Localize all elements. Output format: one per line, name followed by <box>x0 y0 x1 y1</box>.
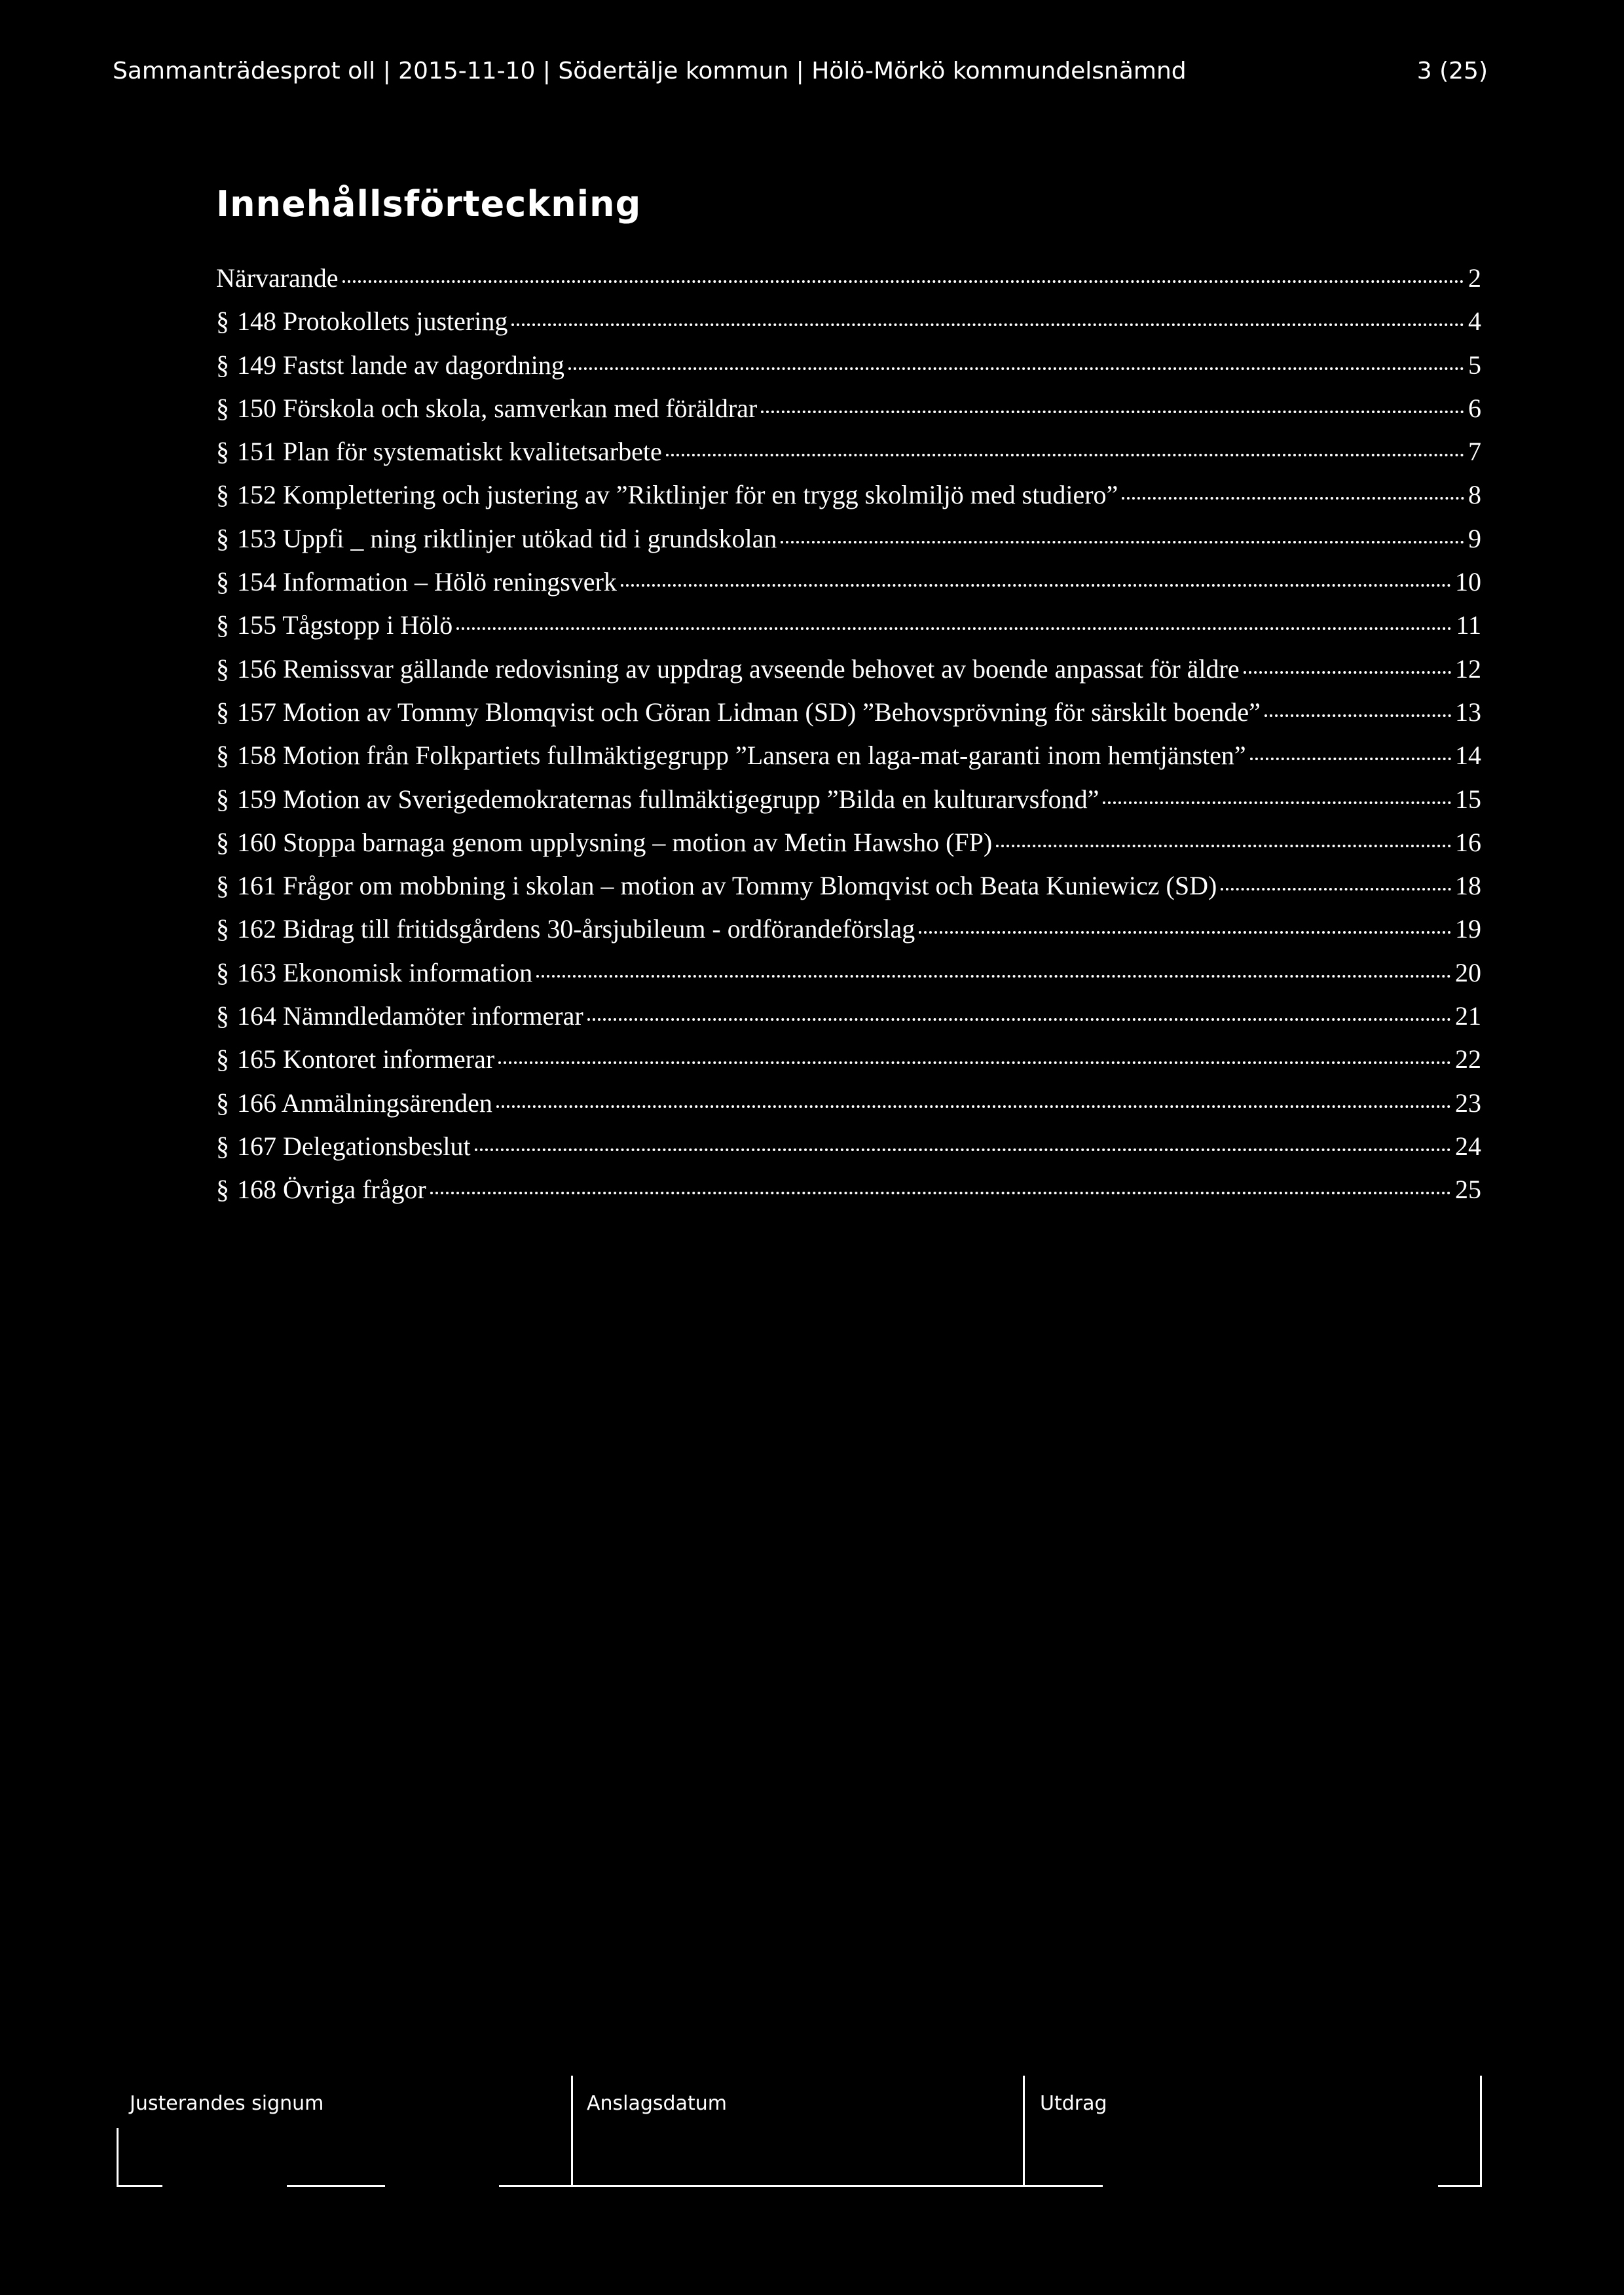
section-symbol: § <box>216 914 229 944</box>
toc-entry[interactable] <box>216 648 1481 691</box>
toc-entry-text: 148 Protokollets justering <box>237 306 508 337</box>
toc-entry-page: 12 <box>1455 653 1481 684</box>
dot-leader <box>1122 497 1464 500</box>
toc-entry-label <box>216 257 339 300</box>
section-symbol: § <box>216 523 229 553</box>
toc-entry-label <box>216 995 583 1038</box>
toc-entry-label <box>216 560 617 604</box>
toc-entry-text: 154 Information – Hölö reningsverk <box>237 567 617 597</box>
dot-leader <box>1264 714 1451 717</box>
dot-leader <box>1244 671 1451 674</box>
dot-leader <box>430 1192 1451 1194</box>
dot-leader <box>919 931 1451 934</box>
utdrag-label: Utdrag <box>1040 2092 1107 2115</box>
dot-leader <box>761 411 1464 413</box>
toc-entry-text: 168 Övriga frågor <box>237 1175 426 1205</box>
toc-entry-page: 4 <box>1468 306 1481 337</box>
signum-label: Justerandes signum <box>130 2092 324 2115</box>
toc-entry-text: 158 Motion från Folkpartiets fullmäktigegrupp ”Lansera en laga-mat-garanti inom hemtjänsten” <box>237 741 1246 771</box>
toc-entry-page: 18 <box>1455 871 1481 901</box>
utdrag-box-right-border <box>1480 2076 1482 2187</box>
dot-leader <box>568 367 1464 370</box>
toc-entry-label <box>216 691 1261 734</box>
dot-leader <box>496 1105 1451 1108</box>
toc-entry-text: 162 Bidrag till fritidsgårdens 30-årsjubileum - ordförandeförslag <box>237 914 915 944</box>
header-title: Sammanträdesprot oll | 2015-11-10 | Södertälje kommun | Hölö-Mörkö kommundelsnämnd <box>113 58 1187 84</box>
dot-leader <box>996 845 1451 847</box>
toc-entry-text: 161 Frågor om mobbning i skolan – motion av Tommy Blomqvist och Beata Kuniewicz (SD) <box>237 871 1217 901</box>
utdrag-box-bottom-border <box>1023 2185 1103 2187</box>
toc-entry[interactable] <box>216 691 1481 734</box>
toc-entry-page: 8 <box>1468 480 1481 510</box>
toc-entry-page: 19 <box>1455 914 1481 944</box>
signum-box-bottom-border <box>117 2185 162 2187</box>
toc-entry-label <box>216 1168 426 1211</box>
toc-entry-page: 6 <box>1468 393 1481 423</box>
toc-entry-text: 160 Stoppa barnaga genom upplysning – motion av Metin Hawsho (FP) <box>237 827 993 857</box>
dot-leader <box>666 454 1464 456</box>
toc-entry-label <box>216 864 1217 908</box>
toc-entry-text: 152 Komplettering och justering av ”Riktlinjer för en trygg skolmiljö med studiero” <box>237 480 1118 510</box>
section-symbol: § <box>216 697 229 727</box>
toc-entry-text: 163 Ekonomisk information <box>237 957 533 987</box>
dot-leader <box>587 1018 1451 1021</box>
toc-entry[interactable] <box>216 951 1481 995</box>
toc-entry-page: 24 <box>1455 1131 1481 1161</box>
toc-entry-text: Närvarande <box>216 263 339 293</box>
section-symbol: § <box>216 741 229 771</box>
section-symbol: § <box>216 827 229 857</box>
section-symbol: § <box>216 306 229 337</box>
toc-entry[interactable] <box>216 300 1481 343</box>
section-symbol: § <box>216 1044 229 1074</box>
section-symbol: § <box>216 871 229 901</box>
section-symbol: § <box>216 653 229 684</box>
toc-entry[interactable] <box>216 1168 1481 1211</box>
dot-leader <box>1250 758 1451 760</box>
dot-leader <box>621 584 1451 587</box>
toc-entry-page: 20 <box>1455 957 1481 987</box>
toc-entry[interactable] <box>216 995 1481 1038</box>
toc-entry[interactable] <box>216 473 1481 517</box>
dot-leader <box>536 975 1451 978</box>
toc-entry-label <box>216 734 1246 777</box>
anslagsdatum-label: Anslagsdatum <box>587 2092 727 2115</box>
toc-entry-label <box>216 344 564 387</box>
toc-entry-page: 15 <box>1455 784 1481 814</box>
toc-entry-text: 157 Motion av Tommy Blomqvist och Göran Lidman (SD) ”Behovsprövning för särskilt boende” <box>237 697 1261 727</box>
toc-entry-label <box>216 604 452 647</box>
toc-entry-page: 22 <box>1455 1044 1481 1074</box>
section-symbol: § <box>216 1088 229 1118</box>
toc-entry[interactable] <box>216 734 1481 777</box>
dot-leader <box>475 1148 1451 1151</box>
toc-entry[interactable] <box>216 821 1481 864</box>
dot-leader <box>781 541 1464 543</box>
toc-entry[interactable] <box>216 344 1481 387</box>
toc-heading: Innehållsförteckning <box>216 183 642 225</box>
signature-line <box>499 2185 572 2187</box>
dot-leader <box>1221 888 1451 890</box>
toc-entry-page: 7 <box>1468 437 1481 467</box>
toc-entry-page: 16 <box>1455 827 1481 857</box>
toc-entry-label <box>216 1082 492 1125</box>
toc-entry[interactable] <box>216 1082 1481 1125</box>
section-symbol: § <box>216 957 229 987</box>
toc-entry-text: 166 Anmälningsärenden <box>237 1088 492 1118</box>
utdrag-box-left-border <box>1023 2076 1025 2187</box>
section-symbol: § <box>216 1001 229 1031</box>
toc-entry-label <box>216 1038 494 1081</box>
toc-entry[interactable] <box>216 1125 1481 1168</box>
dot-leader <box>456 627 1452 630</box>
section-symbol: § <box>216 1175 229 1205</box>
toc-entry-text: 165 Kontoret informerar <box>237 1044 495 1074</box>
section-symbol: § <box>216 1131 229 1161</box>
toc-entry[interactable] <box>216 778 1481 821</box>
toc-entry-label <box>216 387 757 430</box>
toc-entry-page: 11 <box>1456 610 1481 640</box>
signature-line <box>287 2185 385 2187</box>
table-of-contents <box>216 257 1481 1212</box>
section-symbol: § <box>216 784 229 814</box>
toc-entry[interactable] <box>216 430 1481 473</box>
dot-leader <box>1103 801 1451 804</box>
toc-entry-text: 167 Delegationsbeslut <box>237 1131 471 1161</box>
dot-leader <box>498 1061 1451 1064</box>
toc-entry[interactable] <box>216 560 1481 604</box>
toc-entry-label <box>216 300 507 343</box>
toc-entry-page: 14 <box>1455 741 1481 771</box>
section-symbol: § <box>216 480 229 510</box>
toc-entry-page: 10 <box>1455 567 1481 597</box>
page-number: 3 (25) <box>1416 58 1488 84</box>
toc-entry[interactable] <box>216 517 1481 560</box>
section-symbol: § <box>216 393 229 423</box>
toc-entry-text: 156 Remissvar gällande redovisning av uppdrag avseende behovet av boende anpassat för äldre <box>237 653 1240 684</box>
anslag-box-left-border <box>571 2076 573 2187</box>
dot-leader <box>342 280 1464 283</box>
toc-entry[interactable] <box>216 387 1481 430</box>
toc-entry[interactable] <box>216 604 1481 647</box>
toc-entry-page: 9 <box>1468 523 1481 553</box>
toc-entry-text: 155 Tågstopp i Hölö <box>237 610 453 640</box>
toc-entry-label <box>216 778 1099 821</box>
toc-entry-text: 159 Motion av Sverigedemokraternas fullmäktigegrupp ”Bilda en kulturarvsfond” <box>237 784 1099 814</box>
toc-entry-text: 153 Uppfi _ ning riktlinjer utökad tid i grundskolan <box>237 523 777 553</box>
toc-entry-label <box>216 473 1118 517</box>
toc-entry-text: 164 Nämndledamöter informerar <box>237 1001 583 1031</box>
dot-leader <box>511 323 1464 326</box>
toc-entry[interactable] <box>216 864 1481 908</box>
section-symbol: § <box>216 350 229 380</box>
toc-entry[interactable] <box>216 1038 1481 1081</box>
toc-entry-text: 151 Plan för systematiskt kvalitetsarbete <box>237 437 662 467</box>
toc-entry-label <box>216 430 662 473</box>
toc-entry-page: 2 <box>1468 263 1481 293</box>
toc-entry-page: 21 <box>1455 1001 1481 1031</box>
toc-entry-label <box>216 517 777 560</box>
toc-entry-page: 13 <box>1455 697 1481 727</box>
section-symbol: § <box>216 567 229 597</box>
section-symbol: § <box>216 610 229 640</box>
utdrag-box-bottom-border-right <box>1438 2185 1482 2187</box>
toc-entry-label <box>216 908 915 951</box>
toc-entry-label <box>216 951 532 995</box>
page-header <box>113 58 1488 97</box>
section-symbol: § <box>216 437 229 467</box>
toc-entry-text: 149 Fastst lande av dagordning <box>237 350 564 380</box>
toc-entry-page: 23 <box>1455 1088 1481 1118</box>
toc-entry-label <box>216 821 992 864</box>
signum-box-left-border <box>117 2128 119 2187</box>
toc-entry-label <box>216 1125 471 1168</box>
anslag-box-bottom-border <box>571 2185 1023 2187</box>
toc-entry[interactable] <box>216 257 1481 300</box>
toc-entry[interactable] <box>216 908 1481 951</box>
toc-entry-text: 150 Förskola och skola, samverkan med föräldrar <box>237 393 758 423</box>
toc-entry-label <box>216 648 1240 691</box>
toc-entry-page: 25 <box>1455 1175 1481 1205</box>
toc-entry-page: 5 <box>1468 350 1481 380</box>
